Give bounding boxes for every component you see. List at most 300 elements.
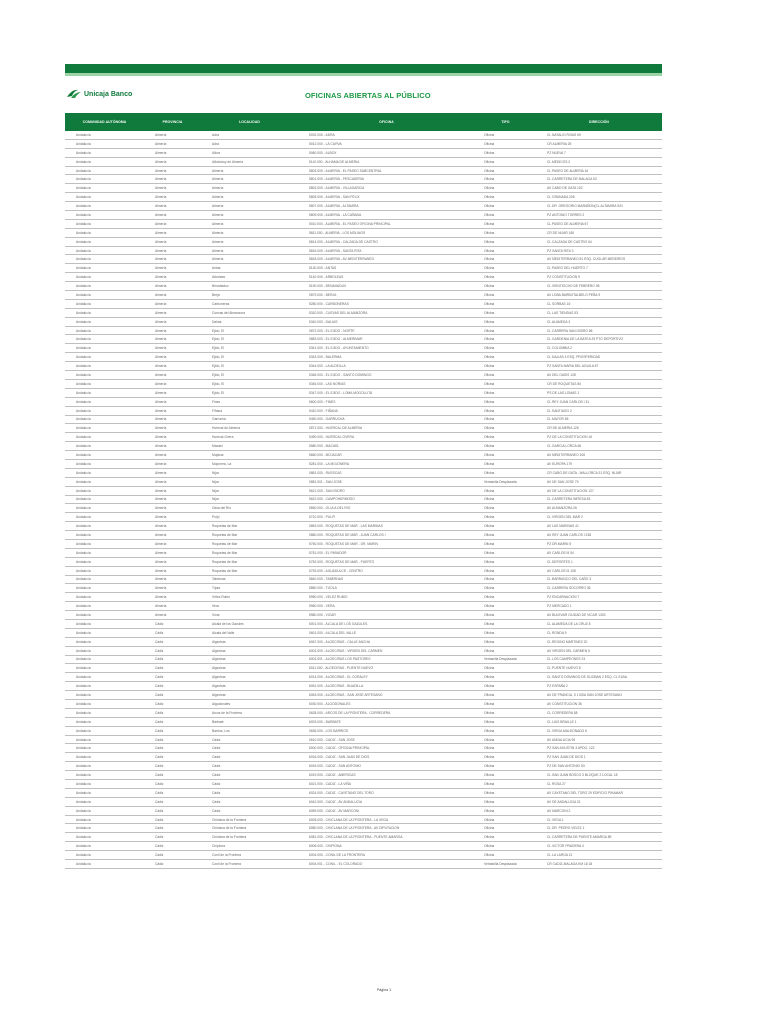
cell-comunidad: Andalucía	[65, 166, 144, 175]
cell-localidad: Huércal-Overa	[201, 433, 298, 442]
cell-localidad: Tíjola	[201, 584, 298, 593]
table-row	[65, 424, 662, 433]
cell-tipo: Oficina	[475, 326, 536, 335]
cell-oficina: 0881.000 - RUESCAS	[298, 468, 475, 477]
cell-comunidad: Andalucía	[65, 291, 144, 300]
cell-provincia: Cádiz	[144, 824, 201, 833]
cell-localidad: Macael	[201, 442, 298, 451]
cell-localidad: Arboleas	[201, 273, 298, 282]
cell-direccion: CL SORBAS 16	[536, 299, 662, 308]
cell-tipo: Oficina	[475, 317, 536, 326]
cell-direccion: AV DE FRANCIA, 5 1 BDA SAN JOSE ARTESANO	[536, 691, 662, 700]
cell-oficina: 5818.000 - ALMERIA - AV MEDITERRANEO	[298, 255, 475, 264]
cell-localidad: Cádiz	[201, 735, 298, 744]
table-row	[65, 406, 662, 415]
cell-provincia: Cádiz	[144, 851, 201, 860]
page-number: Página 1	[376, 988, 392, 992]
cell-tipo: Oficina	[475, 708, 536, 717]
cell-tipo: Oficina	[475, 611, 536, 620]
cell-localidad: Almería	[201, 255, 298, 264]
cell-direccion: CL LOS CAMPEONES 23	[536, 655, 662, 664]
cell-localidad: Algeciras	[201, 637, 298, 646]
cell-comunidad: Andalucía	[65, 451, 144, 460]
cell-direccion: CL GARCIA LORCA 66	[536, 442, 662, 451]
cell-tipo: Oficina	[475, 513, 536, 522]
table-row	[65, 388, 662, 397]
cell-tipo: Oficina	[475, 371, 536, 380]
table-row	[65, 371, 662, 380]
cell-localidad: Roquetas de Mar	[201, 566, 298, 575]
cell-tipo: Oficina	[475, 264, 536, 273]
cell-provincia: Almería	[144, 362, 201, 371]
cell-direccion: CL PUENTE NUEVO 8	[536, 664, 662, 673]
cell-oficina: 6005.000 - CHICLANA DE LA FRONTERA - LA VEGA	[298, 815, 475, 824]
cell-provincia: Cádiz	[144, 673, 201, 682]
cell-comunidad: Andalucía	[65, 788, 144, 797]
table-row	[65, 486, 662, 495]
cell-oficina: 6063.000 - ALGECIRAS - SAN JOSE ARTESANO	[298, 691, 475, 700]
cell-provincia: Almería	[144, 513, 201, 522]
table-row	[65, 655, 662, 664]
cell-oficina: 0871.000 - HUERCAL DE ALMERIA	[298, 424, 475, 433]
cell-tipo: Oficina	[475, 602, 536, 611]
cell-comunidad: Andalucía	[65, 744, 144, 753]
cell-comunidad: Andalucía	[65, 131, 144, 139]
cell-comunidad: Andalucía	[65, 611, 144, 620]
cell-comunidad: Andalucía	[65, 282, 144, 291]
cell-tipo: Oficina	[475, 842, 536, 851]
cell-tipo: Oficina	[475, 833, 536, 842]
table-row	[65, 451, 662, 460]
cell-direccion: PZ SAN JUAN DE DIOS 1	[536, 753, 662, 762]
cell-comunidad: Andalucía	[65, 299, 144, 308]
cell-oficina: 0863.000 - ROQUETAS DE MAR - LAS MARINAS	[298, 522, 475, 531]
table-row	[65, 442, 662, 451]
cell-localidad: Almería	[201, 175, 298, 184]
table-header-row	[65, 113, 662, 131]
cell-direccion: CR CADIZ-MALAGA KM 18 18	[536, 860, 662, 869]
cell-direccion: AV CONSTITUCION 36	[536, 700, 662, 709]
cell-direccion: CL LUIS BRAILLE 1	[536, 717, 662, 726]
cell-direccion: CL CALZADA DE CASTRO 64	[536, 237, 662, 246]
cell-direccion: CR CABO DE GATA - MALLORCA 31 ESQ. NIJAR	[536, 468, 662, 477]
cell-oficina: 0628.000 - ARCOS DE LA FRONTERA - CORREDERA	[298, 708, 475, 717]
cell-comunidad: Andalucía	[65, 308, 144, 317]
table-row	[65, 131, 662, 139]
cell-direccion: AV REY JUAN CARLOS I 238	[536, 531, 662, 540]
offices-table	[65, 113, 662, 869]
cell-comunidad: Andalucía	[65, 691, 144, 700]
cell-localidad: Roquetas de Mar	[201, 539, 298, 548]
cell-provincia: Cádiz	[144, 788, 201, 797]
cell-oficina: 5805.000 - ALMERIA - SAN FELIX	[298, 193, 475, 202]
cell-tipo: Oficina	[475, 700, 536, 709]
cell-tipo: Ventanilla Desplazada	[475, 477, 536, 486]
column-header-oficina: OFICINA	[298, 113, 475, 131]
cell-oficina: 5281.000 - LA MOJONERA	[298, 459, 475, 468]
cell-direccion: CL CARRETERA INFIESA 83	[536, 495, 662, 504]
cell-localidad: Chiclana de la Frontera	[201, 833, 298, 842]
cell-oficina: 5140.000 - ARBOLEAS	[298, 273, 475, 282]
cell-localidad: Alcalá del Valle	[201, 628, 298, 637]
cell-oficina: 6080.000 - CHICLANA DE LA FRONTERA - AV DIPUTACION	[298, 824, 475, 833]
cell-localidad: Níjar	[201, 468, 298, 477]
cell-provincia: Almería	[144, 539, 201, 548]
cell-comunidad: Andalucía	[65, 584, 144, 593]
cell-direccion: PZ MERCADO 1	[536, 602, 662, 611]
cell-localidad: Alcalá de los Gazules	[201, 619, 298, 628]
cell-provincia: Cádiz	[144, 682, 201, 691]
cell-localidad: Cádiz	[201, 762, 298, 771]
table-row	[65, 575, 662, 584]
cell-oficina: 5310.000 - CUEVAS DEL ALMANZORA	[298, 308, 475, 317]
cell-localidad: Olula del Río	[201, 504, 298, 513]
unicaja-logo	[66, 88, 146, 106]
cell-direccion: CL BARRANCO DEL CAÑO 3	[536, 575, 662, 584]
table-row	[65, 788, 662, 797]
cell-localidad: Cádiz	[201, 797, 298, 806]
cell-tipo: Oficina	[475, 175, 536, 184]
cell-tipo: Oficina	[475, 442, 536, 451]
cell-direccion: AV ALMANZORA 26	[536, 504, 662, 513]
cell-localidad: Mojonera, La	[201, 459, 298, 468]
cell-provincia: Almería	[144, 184, 201, 193]
cell-provincia: Almería	[144, 442, 201, 451]
cell-direccion: AV DE ANDALUCIA 21	[536, 797, 662, 806]
cell-localidad: Níjar	[201, 477, 298, 486]
cell-direccion: PZ ANTONIO TORRES 2	[536, 211, 662, 220]
cell-direccion: CL MEDICOS 2	[536, 157, 662, 166]
cell-provincia: Cádiz	[144, 753, 201, 762]
cell-provincia: Cádiz	[144, 628, 201, 637]
cell-oficina: 5341.000 - EL EJIDO - AYUNTAMIENTO	[298, 344, 475, 353]
header-bar	[65, 64, 662, 73]
cell-oficina: 5345.000 - LAS NORIAS	[298, 379, 475, 388]
cell-localidad: Algeciras	[201, 691, 298, 700]
cell-comunidad: Andalucía	[65, 175, 144, 184]
cell-provincia: Almería	[144, 575, 201, 584]
cell-direccion: AV CABO DE GATA 152	[536, 184, 662, 193]
cell-provincia: Cádiz	[144, 815, 201, 824]
column-header-provincia: PROVINCIA	[144, 113, 201, 131]
cell-direccion: CL VICTOR PRADERA 4	[536, 842, 662, 851]
cell-oficina: 5347.000 - EL EJIDO - LOMA MOGOLLITA	[298, 388, 475, 397]
cell-provincia: Almería	[144, 344, 201, 353]
cell-localidad: Cádiz	[201, 771, 298, 780]
cell-comunidad: Andalucía	[65, 237, 144, 246]
cell-tipo: Oficina	[475, 388, 536, 397]
cell-provincia: Almería	[144, 611, 201, 620]
cell-localidad: Almería	[201, 219, 298, 228]
cell-oficina: 5809.000 - ALMERIA - LA CAÑADA	[298, 211, 475, 220]
cell-tipo: Oficina	[475, 664, 536, 673]
cell-direccion: CL REY JUAN CARLOS I 31	[536, 397, 662, 406]
cell-oficina: 5803.000 - ALMERIA - EL PASEO SUBCENTRAL	[298, 166, 475, 175]
table-row	[65, 344, 662, 353]
table-row	[65, 317, 662, 326]
cell-comunidad: Andalucía	[65, 486, 144, 495]
cell-comunidad: Andalucía	[65, 602, 144, 611]
table-row	[65, 584, 662, 593]
cell-tipo: Oficina	[475, 202, 536, 211]
cell-tipo: Oficina	[475, 744, 536, 753]
cell-direccion: CL DR. PEDRO VELEZ 1	[536, 824, 662, 833]
cell-localidad: Almería	[201, 246, 298, 255]
cell-direccion: CL NATALIO RIVAS 69	[536, 131, 662, 139]
table-row	[65, 602, 662, 611]
cell-localidad: Roquetas de Mar	[201, 557, 298, 566]
cell-direccion: CL VEGA 1	[536, 815, 662, 824]
cell-comunidad: Andalucía	[65, 433, 144, 442]
cell-oficina: 6059.000 - CADIZ - AV MARCONI	[298, 806, 475, 815]
cell-tipo: Oficina	[475, 468, 536, 477]
cell-tipo: Oficina	[475, 255, 536, 264]
cell-provincia: Almería	[144, 326, 201, 335]
table-row	[65, 379, 662, 388]
table-row	[65, 353, 662, 362]
cell-direccion: PZ SANTA MARIA DEL AGUILA 87	[536, 362, 662, 371]
cell-localidad: Ejido, El	[201, 326, 298, 335]
table-row	[65, 504, 662, 513]
cell-oficina: 5880.000 - TIJOLA	[298, 584, 475, 593]
cell-comunidad: Andalucía	[65, 362, 144, 371]
cell-direccion: CL REGINO MARTINEZ 20	[536, 637, 662, 646]
cell-oficina: 5490.000 - HUERCAL-OVERA	[298, 433, 475, 442]
cell-comunidad: Andalucía	[65, 628, 144, 637]
cell-oficina: 5980.000 - VICAR	[298, 611, 475, 620]
cell-direccion: CL DR. GREGORIO MARAÑON(CL ALTAMIRA S/N	[536, 202, 662, 211]
cell-localidad: Ejido, El	[201, 379, 298, 388]
cell-comunidad: Andalucía	[65, 273, 144, 282]
cell-provincia: Cádiz	[144, 744, 201, 753]
table-row	[65, 824, 662, 833]
table-row	[65, 273, 662, 282]
cell-tipo: Oficina	[475, 219, 536, 228]
table-row	[65, 860, 662, 869]
cell-comunidad: Andalucía	[65, 833, 144, 842]
cell-localidad: Albox	[201, 148, 298, 157]
table-row	[65, 762, 662, 771]
column-header-direccion: DIRECCIÓN	[536, 113, 662, 131]
cell-localidad: Almería	[201, 193, 298, 202]
cell-provincia: Cádiz	[144, 700, 201, 709]
table-row	[65, 717, 662, 726]
cell-provincia: Cádiz	[144, 806, 201, 815]
cell-oficina: 6004.000 - CONIL DE LA FRONTERA	[298, 851, 475, 860]
cell-comunidad: Andalucía	[65, 735, 144, 744]
cell-localidad: Cádiz	[201, 806, 298, 815]
cell-oficina: 6067.000 - ALGECIRAS - CALLE ANCHA	[298, 637, 475, 646]
cell-direccion: CL CARRERA SAN ISIDRO 86	[536, 326, 662, 335]
cell-tipo: Oficina	[475, 148, 536, 157]
cell-localidad: Cádiz	[201, 753, 298, 762]
cell-direccion: PZ NUEVA 7	[536, 148, 662, 157]
cell-comunidad: Andalucía	[65, 193, 144, 202]
cell-localidad: Ejido, El	[201, 353, 298, 362]
cell-localidad: Cádiz	[201, 788, 298, 797]
cell-comunidad: Andalucía	[65, 566, 144, 575]
cell-comunidad: Andalucía	[65, 371, 144, 380]
cell-provincia: Almería	[144, 557, 201, 566]
cell-comunidad: Andalucía	[65, 548, 144, 557]
cell-tipo: Oficina	[475, 824, 536, 833]
cell-tipo: Ventanilla Desplazada	[475, 860, 536, 869]
cell-localidad: Conil de la Frontera	[201, 851, 298, 860]
cell-direccion: AV MARCONI 2	[536, 806, 662, 815]
cell-provincia: Almería	[144, 157, 201, 166]
cell-direccion: CL LAS TIENDAS 53	[536, 308, 662, 317]
cell-localidad: Almería	[201, 228, 298, 237]
cell-comunidad: Andalucía	[65, 139, 144, 148]
cell-oficina: 6003.000 - BARBATE	[298, 717, 475, 726]
table-row	[65, 184, 662, 193]
cell-tipo: Oficina	[475, 299, 536, 308]
cell-localidad: Roquetas de Mar	[201, 531, 298, 540]
unicaja-logo-icon	[66, 88, 86, 100]
cell-direccion: CL CORREDERA 58	[536, 708, 662, 717]
table-row	[65, 513, 662, 522]
cell-oficina: 5753.000 - AGUADULCE - CENTRO	[298, 566, 475, 575]
table-row	[65, 308, 662, 317]
cell-tipo: Oficina	[475, 557, 536, 566]
cell-oficina: 0872.000 - EL EJIDO - NORTE	[298, 326, 475, 335]
cell-localidad: Algeciras	[201, 655, 298, 664]
cell-comunidad: Andalucía	[65, 219, 144, 228]
cell-comunidad: Andalucía	[65, 317, 144, 326]
cell-provincia: Almería	[144, 335, 201, 344]
table-row	[65, 468, 662, 477]
cell-oficina: 6014.000 - ALGECIRAS - EL CORALEY	[298, 673, 475, 682]
cell-oficina: 5811.000 - ALMERIA - LOS MOLINOS	[298, 228, 475, 237]
cell-tipo: Oficina	[475, 619, 536, 628]
cell-tipo: Oficina	[475, 815, 536, 824]
table-row	[65, 148, 662, 157]
table-row	[65, 291, 662, 300]
table-body	[65, 131, 662, 868]
cell-direccion: AV DE SAN JOSE 79	[536, 477, 662, 486]
cell-tipo: Oficina	[475, 788, 536, 797]
cell-comunidad: Andalucía	[65, 806, 144, 815]
cell-direccion: AV CARLOS III 54	[536, 548, 662, 557]
cell-direccion: AV CAYETANO DEL TORO 29 EDIFICIO PINAMAR	[536, 788, 662, 797]
cell-oficina: 6006.000 - CHIPIONA	[298, 842, 475, 851]
cell-direccion: CL SANTIAGO 2	[536, 406, 662, 415]
cell-comunidad: Andalucía	[65, 780, 144, 789]
cell-direccion: CL CARRETERA DE MALAGA 53	[536, 175, 662, 184]
cell-provincia: Almería	[144, 593, 201, 602]
cell-direccion: CL MAYOR 56	[536, 415, 662, 424]
cell-comunidad: Andalucía	[65, 771, 144, 780]
cell-tipo: Oficina	[475, 193, 536, 202]
cell-comunidad: Andalucía	[65, 353, 144, 362]
table-row	[65, 682, 662, 691]
cell-oficina: 6001.000 - ALCALA DE LOS GAZULES	[298, 619, 475, 628]
cell-oficina: 5801.000 - ALMERIA - PESCADERIA	[298, 175, 475, 184]
cell-oficina: 5660.000 - MOJACAR	[298, 451, 475, 460]
cell-direccion: PZ DE SAN ANTONIO 53	[536, 762, 662, 771]
cell-provincia: Almería	[144, 175, 201, 184]
table-row	[65, 557, 662, 566]
cell-comunidad: Andalucía	[65, 202, 144, 211]
cell-comunidad: Andalucía	[65, 388, 144, 397]
table-row	[65, 753, 662, 762]
cell-comunidad: Andalucía	[65, 851, 144, 860]
cell-provincia: Almería	[144, 602, 201, 611]
cell-provincia: Almería	[144, 219, 201, 228]
table-row	[65, 193, 662, 202]
cell-direccion: AV EUROPA 179	[536, 459, 662, 468]
cell-oficina: 5110.000 - ALHAMA DE ALMERIA	[298, 157, 475, 166]
cell-tipo: Oficina	[475, 548, 536, 557]
cell-localidad: Almería	[201, 237, 298, 246]
cell-oficina: 5280.000 - CARBONERAS	[298, 299, 475, 308]
cell-oficina: 6024.000 - CADIZ - CAYETANO DEL TORO	[298, 788, 475, 797]
cell-oficina: 6081.000 - CHICLANA DE LA FRONTERA - PUENTE AMARGA	[298, 833, 475, 842]
table-row	[65, 531, 662, 540]
cell-provincia: Cádiz	[144, 780, 201, 789]
cell-tipo: Oficina	[475, 717, 536, 726]
table-row	[65, 166, 662, 175]
cell-direccion: PS DE LAS LOMAS 1	[536, 388, 662, 397]
cell-direccion: AV DEL OASIS 128	[536, 371, 662, 380]
cell-localidad: Chiclana de la Frontera	[201, 815, 298, 824]
cell-oficina: 0883.000 - EL EJIDO - ALMERIMAR	[298, 335, 475, 344]
cell-localidad: Carboneras	[201, 299, 298, 308]
table-row	[65, 415, 662, 424]
table-row	[65, 646, 662, 655]
cell-provincia: Almería	[144, 246, 201, 255]
cell-provincia: Almería	[144, 379, 201, 388]
cell-localidad: Chiclana de la Frontera	[201, 824, 298, 833]
cell-tipo: Oficina	[475, 406, 536, 415]
table-row	[65, 593, 662, 602]
cell-tipo: Oficina	[475, 308, 536, 317]
cell-comunidad: Andalucía	[65, 406, 144, 415]
cell-direccion: CL DEPORTES 1	[536, 557, 662, 566]
cell-direccion: CL VIRGA MALDONADO 6	[536, 726, 662, 735]
cell-oficina: 0610.000 - CADIZ - SAN JOSE	[298, 735, 475, 744]
cell-oficina: 5710.000 - PULPI	[298, 513, 475, 522]
cell-oficina: 6019.000 - CADIZ - AMERICAS	[298, 771, 475, 780]
cell-tipo: Oficina	[475, 771, 536, 780]
cell-tipo: Oficina	[475, 451, 536, 460]
cell-localidad: Algeciras	[201, 646, 298, 655]
cell-tipo: Oficina	[475, 566, 536, 575]
cell-oficina: 5010.000 - ALMERIA - EL PASEO OFICINA PRINCIPAL	[298, 219, 475, 228]
cell-comunidad: Andalucía	[65, 442, 144, 451]
cell-oficina: 5340.000 - DALIAS	[298, 317, 475, 326]
table-row	[65, 842, 662, 851]
cell-oficina: 0601.000 - ALCALA DEL VALLE	[298, 628, 475, 637]
cell-direccion: CL SANTO DOMINGO DE GUZMAN 2 ESQ. CL ELBA	[536, 673, 662, 682]
table-row	[65, 726, 662, 735]
table-row	[65, 282, 662, 291]
cell-comunidad: Andalucía	[65, 157, 144, 166]
cell-provincia: Cádiz	[144, 860, 201, 869]
table-row	[65, 157, 662, 166]
cell-oficina: 0880.000 - ROQUETAS DE MAR - JUAN CARLOS I	[298, 531, 475, 540]
cell-localidad: Adra	[201, 139, 298, 148]
cell-direccion: CL PASEO DEL HUERTO 7	[536, 264, 662, 273]
cell-tipo: Oficina	[475, 584, 536, 593]
cell-direccion: AV MEDITERRANEO 106	[536, 451, 662, 460]
cell-oficina: 6030.000 - ALGODONALES	[298, 700, 475, 709]
cell-tipo: Oficina	[475, 397, 536, 406]
table-row	[65, 628, 662, 637]
cell-provincia: Cádiz	[144, 771, 201, 780]
cell-comunidad: Andalucía	[65, 459, 144, 468]
cell-localidad: Cuevas del Almanzora	[201, 308, 298, 317]
